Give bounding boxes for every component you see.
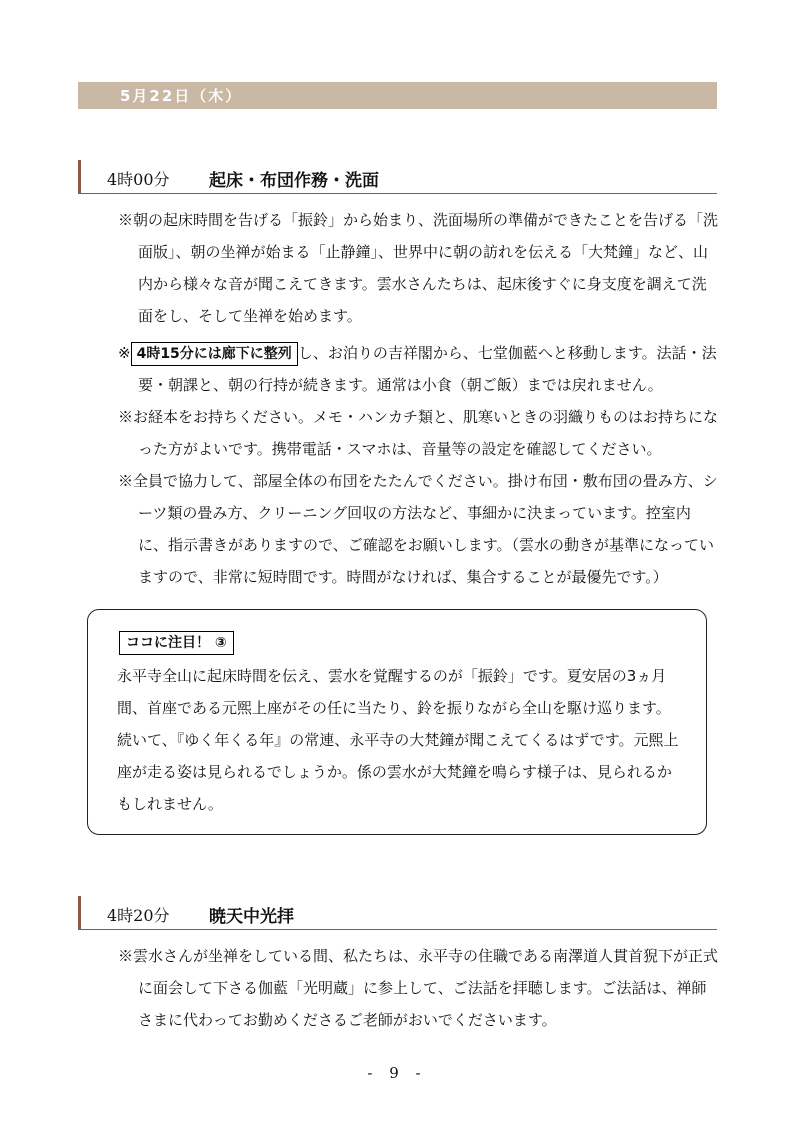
note-tag: ココに注目！ ③ [119, 631, 234, 655]
section-time: 4時20分 [107, 906, 170, 925]
note-mark: ※ [118, 344, 131, 362]
section-header-wakeup [78, 160, 717, 194]
date-header: 5月22日（木） [120, 87, 243, 105]
section-time: 4時00分 [107, 170, 170, 189]
paragraph-line-up-text: し、お泊りの吉祥閣から、七堂伽藍へと移動します。法話・法要・朝課と、朝の行持が続きます。通常は小食（朝ご飯）までは戻れません。 [138, 344, 717, 394]
paragraph-futon-folding: ※全員で協力して、部屋全体の布団をたたんでください。掛け布団・敷布団の畳み方、シーツ類の畳み方、クリーニング回収の方法など、事細かに決まっています。控室内に、指示書きがありますので、ご確認をお願いします。（雲水の動きが基準になっていますので、非常に短時間です。時間がなければ、集合することが最優先です。） [118, 472, 718, 586]
date-header-bar [78, 82, 717, 109]
section-header-dawn-worship [78, 896, 717, 930]
paragraph-wakeup-bells: ※朝の起床時間を告げる「振鈴」から始まり、洗面場所の準備ができたことを告げる「洗面版」、朝の坐禅が始まる「止静鐘」、世界中に朝の訪れを伝える「大梵鐘」など、山内から様々な音が聞こえてきます。雲水さんたちは、起床後すぐに身支度を調えて洗面をし、そして坐禅を始めます。 [118, 211, 719, 325]
paragraph-dharma-talk: ※雲水さんが坐禅をしている間、私たちは、永平寺の住職である南澤道人貫首猊下が正式に面会して下さる伽藍「光明蔵」に参上して、ご法話を拝聴します。ご法話は、禅師さまに代わってお勤めくださるご老師がおいでくださいます。 [118, 947, 719, 1029]
paragraph-line-up [118, 337, 720, 401]
section-title: 暁天中光拝 [209, 907, 294, 927]
highlight-lineup-time: 4時15分には廊下に整列 [131, 342, 298, 366]
page-number: - 9 - [367, 1064, 427, 1082]
note-box [87, 609, 707, 835]
section-title: 起床・布団作務・洗面 [209, 171, 379, 191]
note-body: 永平寺全山に起床時間を伝え、雲水を覚醒するのが「振鈴」です。夏安居の3ヵ月間、首座である元煕上座がその任に当たり、鈴を振りながら全山を駆け巡ります。続いて、『ゆく年くる年』の常連、永平寺の大梵鐘が聞こえてくるはずです。元煕上座が走る姿は見られるでしょうか。係の雲水が大梵鐘を鳴らす様子は、見られるかもしれません。 [117, 667, 679, 813]
paragraph-items-to-bring: ※お経本をお持ちください。メモ・ハンカチ類と、肌寒いときの羽織りものはお持ちになった方がよいです。携帯電話・スマホは、音量等の設定を確認してください。 [118, 408, 719, 458]
